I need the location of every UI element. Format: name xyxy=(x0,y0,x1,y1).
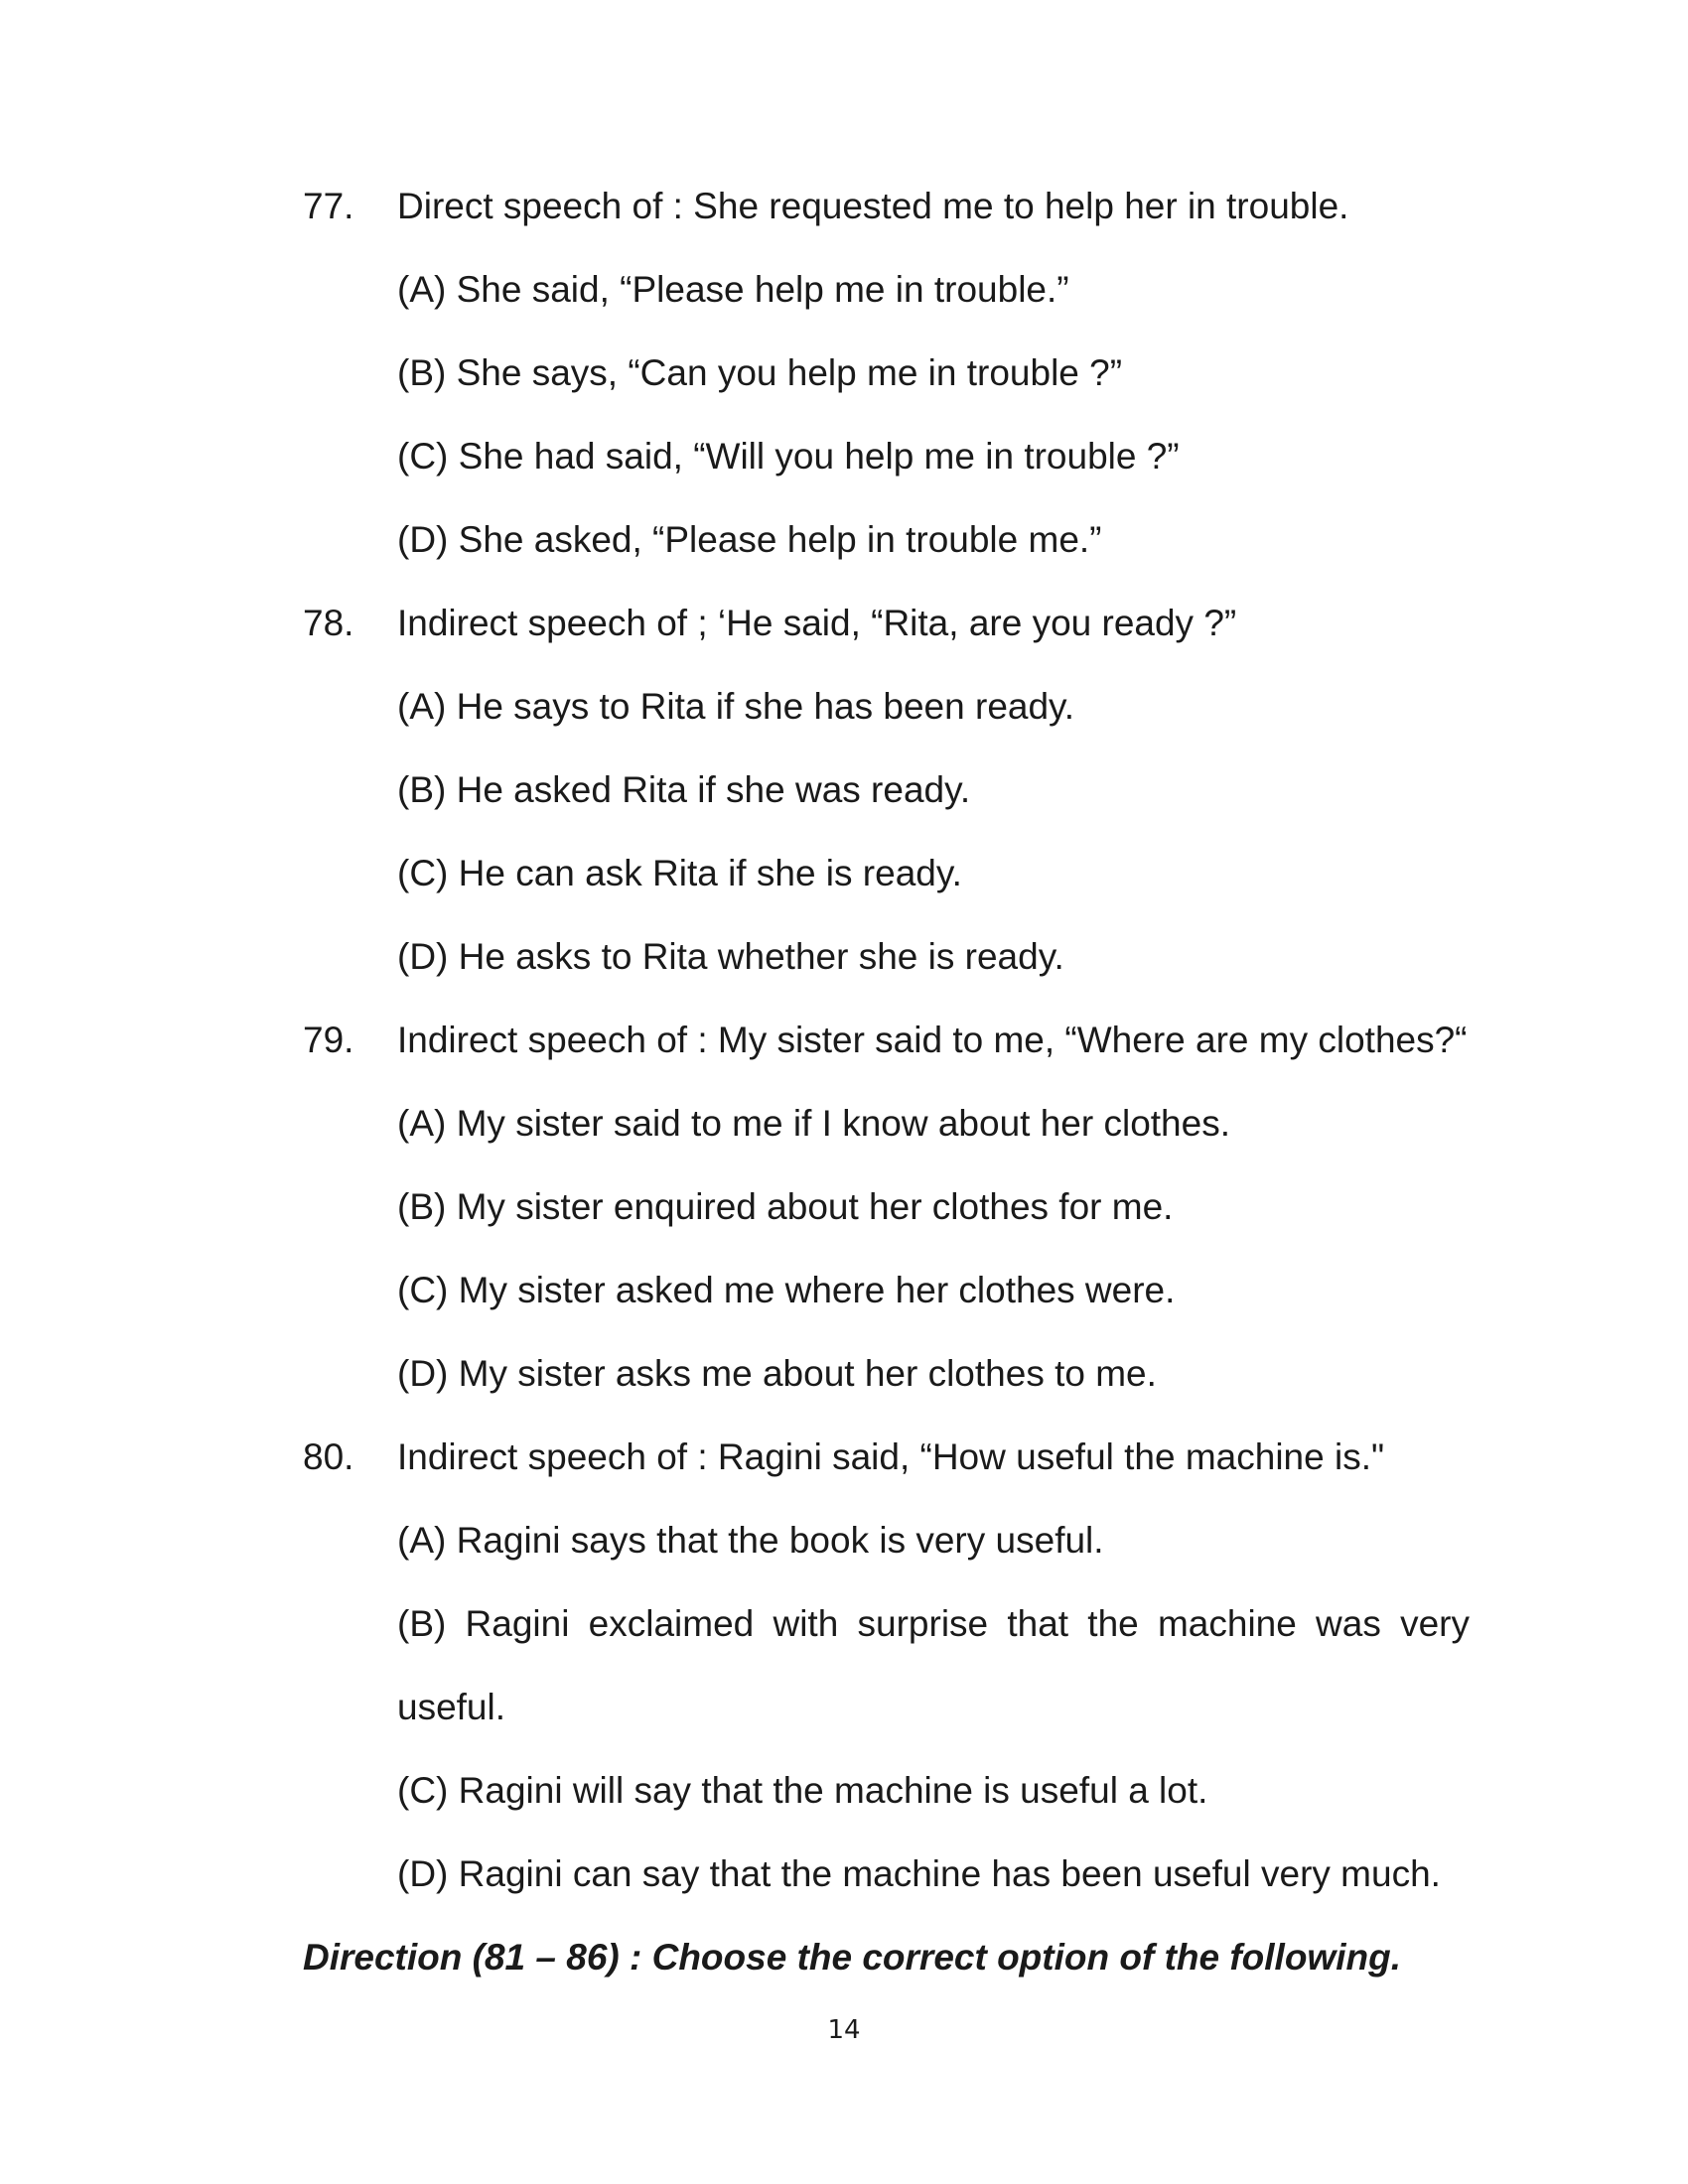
question-number: 79. xyxy=(303,1020,354,1060)
question-text: Indirect speech of ; ‘He said, “Rita, are you ready ?” xyxy=(397,603,1237,643)
option-d: (D) She asked, “Please help in trouble me.” xyxy=(397,519,1102,560)
direction-heading: Direction (81 – 86) : Choose the correct option of the following. xyxy=(303,1937,1401,1978)
option-d: (D) My sister asks me about her clothes to me. xyxy=(397,1353,1157,1394)
option-a: (A) He says to Rita if she has been ready. xyxy=(397,686,1075,727)
question-number: 78. xyxy=(303,603,354,643)
option-b: (B) She says, “Can you help me in trouble ?” xyxy=(397,352,1123,393)
page-number: 14 xyxy=(827,2015,861,2045)
option-c: (C) My sister asked me where her clothes were. xyxy=(397,1270,1176,1310)
option-b: (B) My sister enquired about her clothes for me. xyxy=(397,1186,1174,1227)
option-d: (D) He asks to Rita whether she is ready. xyxy=(397,936,1064,977)
question-text: Indirect speech of : My sister said to me, “Where are my clothes?“ xyxy=(397,1020,1468,1060)
option-c: (C) Ragini will say that the machine is useful a lot. xyxy=(397,1770,1208,1811)
option-a: (A) She said, “Please help me in trouble.” xyxy=(397,269,1069,310)
option-d: (D) Ragini can say that the machine has been useful very much. xyxy=(397,1853,1441,1894)
option-a: (A) My sister said to me if I know about her clothes. xyxy=(397,1103,1230,1144)
option-b: (B) He asked Rita if she was ready. xyxy=(397,769,971,810)
option-c: (C) She had said, “Will you help me in trouble ?” xyxy=(397,436,1180,477)
option-a: (A) Ragini says that the book is very useful. xyxy=(397,1520,1104,1561)
question-text: Direct speech of : She requested me to help her in trouble. xyxy=(397,186,1349,226)
question-text: Indirect speech of : Ragini said, “How useful the machine is." xyxy=(397,1436,1385,1477)
question-number: 77. xyxy=(303,186,354,226)
option-b-continuation: useful. xyxy=(397,1687,506,1727)
question-number: 80. xyxy=(303,1436,354,1477)
option-b: (B) Ragini exclaimed with surprise that the machine was very xyxy=(397,1603,1470,1644)
option-c: (C) He can ask Rita if she is ready. xyxy=(397,853,962,893)
